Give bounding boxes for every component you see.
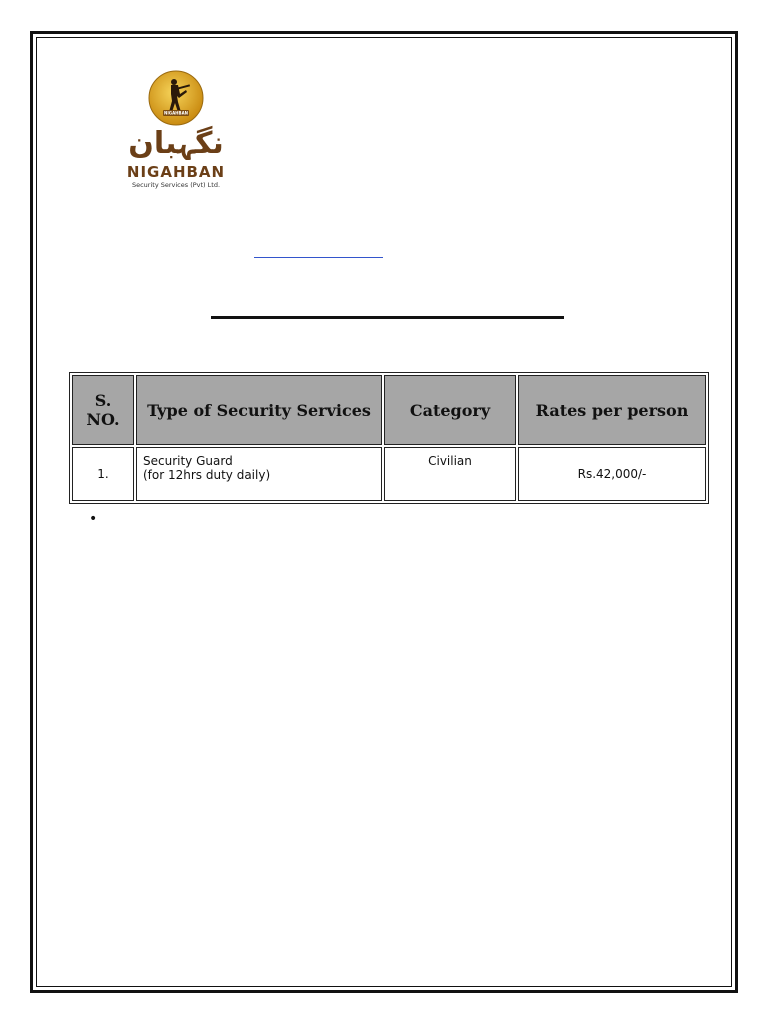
logo-name: NIGAHBAN xyxy=(126,163,226,181)
cell-type-line2: (for 12hrs duty daily) xyxy=(143,468,271,482)
company-logo xyxy=(108,70,244,194)
cell-category: Civilian xyxy=(384,447,516,501)
header-sno: S. NO. xyxy=(72,375,134,445)
logo-subtitle: Security Services (Pvt) Ltd. xyxy=(131,181,221,189)
emblem-label: NIGAHBAN xyxy=(163,110,189,116)
header-category: Category xyxy=(384,375,516,445)
header-type: Type of Security Services xyxy=(136,375,382,445)
soldier-emblem-icon xyxy=(148,70,204,126)
rates-table xyxy=(69,372,709,504)
link-underline[interactable] xyxy=(254,257,383,258)
header-rate: Rates per person xyxy=(518,375,706,445)
table-header-row xyxy=(72,375,706,445)
urdu-wordmark xyxy=(108,124,244,160)
cell-type xyxy=(136,447,382,501)
cell-rate: Rs.42,000/- xyxy=(518,447,706,501)
list-bullet: • xyxy=(89,511,98,527)
urdu-text: نگہبان xyxy=(128,126,224,160)
table-row xyxy=(72,447,706,501)
heading-underline xyxy=(211,316,564,319)
cell-sno: 1. xyxy=(72,447,134,501)
cell-type-line1: Security Guard xyxy=(143,454,233,468)
